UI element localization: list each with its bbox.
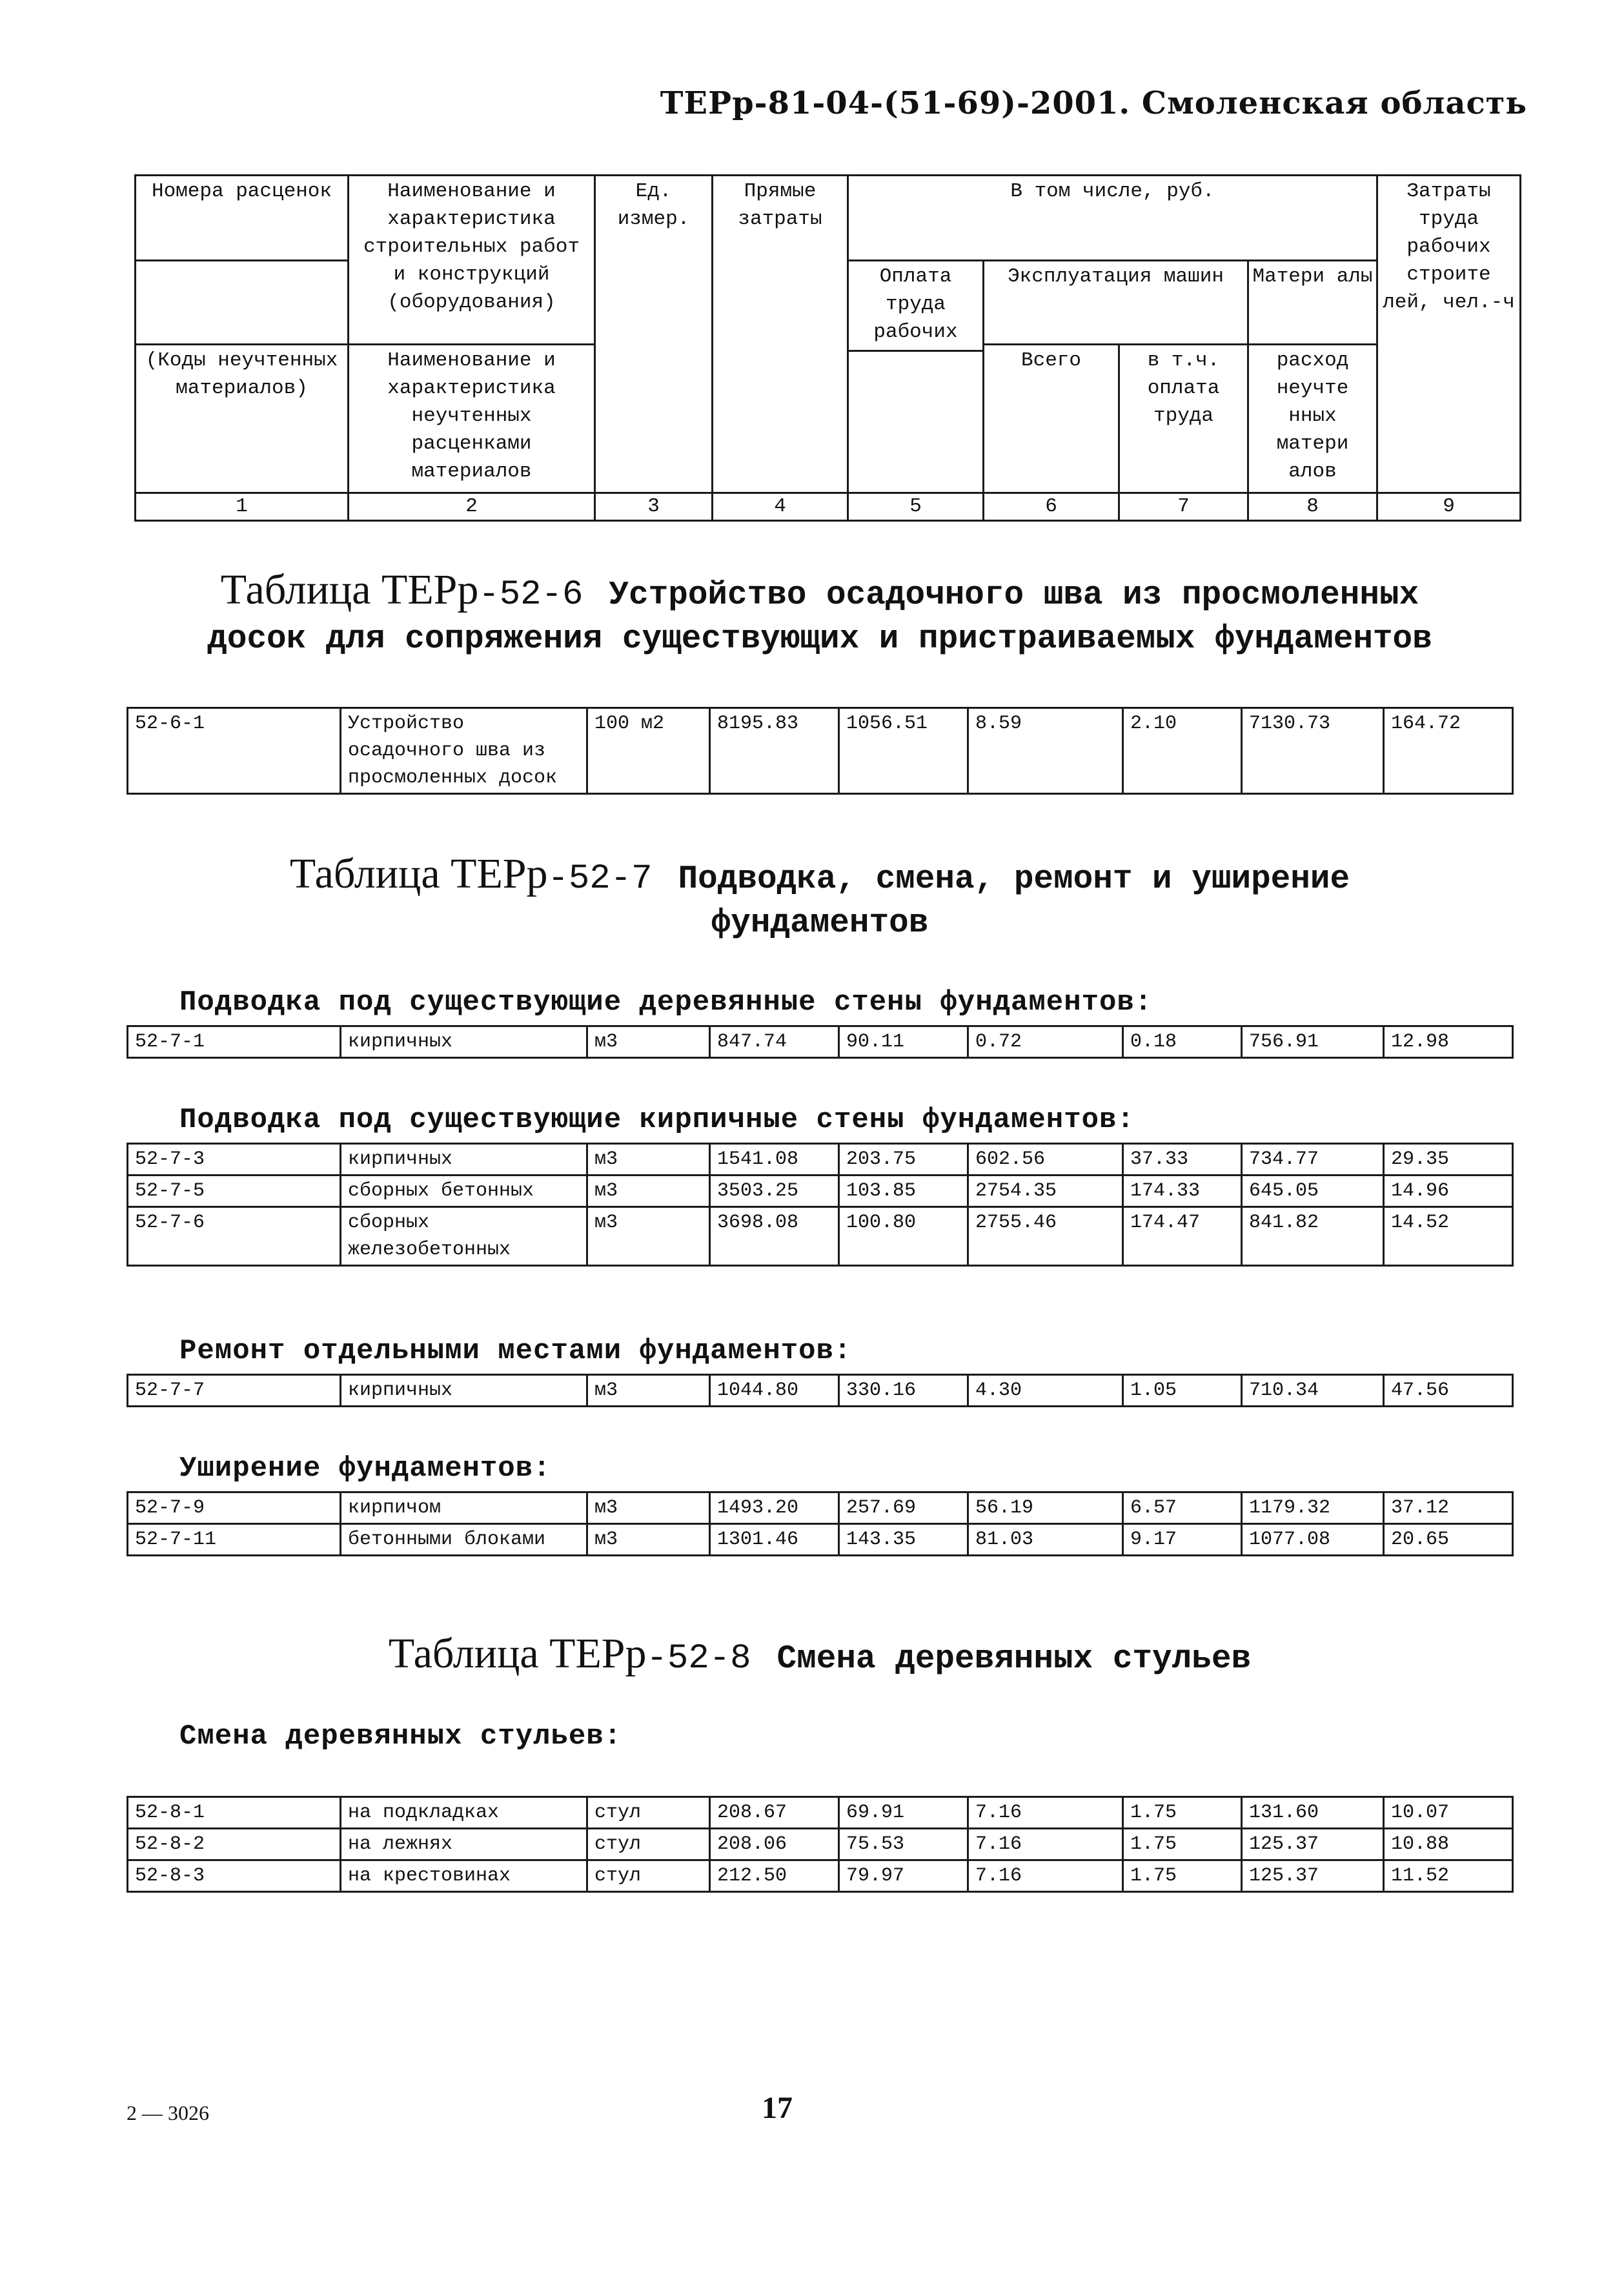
table-52-6-heading: Устройство осадочного шва из просмоленных досок для сопряжения существующих и пристраиваемых фундаментов: [207, 577, 1432, 658]
direct-cost-cell: 1493.20: [710, 1492, 839, 1524]
rate-code-cell: 52-7-3: [128, 1144, 341, 1176]
header-number: 3: [595, 493, 713, 521]
labor-hours-cell: 12.98: [1384, 1026, 1513, 1058]
unit-cell: стул: [587, 1829, 710, 1860]
work-name-cell: кирпичом: [341, 1492, 587, 1524]
labor-pay-cell: 1056.51: [839, 708, 968, 794]
rate-code-cell: 52-7-1: [128, 1026, 341, 1058]
header-col2-bottom: Наименование и характеристика неучтенных расценками материалов: [349, 345, 595, 493]
direct-cost-cell: 212.50: [710, 1860, 839, 1892]
table-row: [128, 1144, 1513, 1176]
table-52-7-heading: Подводка, смена, ремонт и уширение фундаментов: [678, 861, 1350, 942]
machine-total-cell: 2754.35: [968, 1176, 1123, 1207]
direct-cost-cell: 3503.25: [710, 1176, 839, 1207]
materials-cell: 734.77: [1242, 1144, 1384, 1176]
header-col1-top: Номера расценок: [136, 176, 349, 261]
table-row: [128, 1524, 1513, 1556]
labor-hours-cell: 20.65: [1384, 1524, 1513, 1556]
page-number: 17: [762, 2091, 793, 2125]
materials-cell: 131.60: [1242, 1797, 1384, 1829]
header-col8-bottom: расход неучте нных матери алов: [1248, 345, 1377, 493]
labor-hours-cell: 10.07: [1384, 1797, 1513, 1829]
rate-code-cell: 52-8-1: [128, 1797, 341, 1829]
unit-cell: стул: [587, 1860, 710, 1892]
machine-labor-cell: 9.17: [1123, 1524, 1242, 1556]
machine-total-cell: 2755.46: [968, 1207, 1123, 1266]
machine-total-cell: 8.59: [968, 708, 1123, 794]
table-52-6-title: [194, 568, 1446, 662]
table-52-7-title: [194, 852, 1446, 946]
machine-total-cell: 81.03: [968, 1524, 1123, 1556]
materials-cell: 645.05: [1242, 1176, 1384, 1207]
labor-pay-cell: 69.91: [839, 1797, 968, 1829]
rate-code-cell: 52-8-2: [128, 1829, 341, 1860]
machine-labor-cell: 6.57: [1123, 1492, 1242, 1524]
header-col1-spacer: [136, 261, 349, 345]
labor-hours-cell: 10.88: [1384, 1829, 1513, 1860]
labor-pay-cell: 90.11: [839, 1026, 968, 1058]
header-col8-top: Матери алы: [1248, 261, 1377, 345]
labor-hours-cell: 11.52: [1384, 1860, 1513, 1892]
materials-cell: 7130.73: [1242, 708, 1384, 794]
table-52-8-code: -52-8: [646, 1639, 751, 1678]
section-heading: Подводка под существующие кирпичные стены фундаментов:: [179, 1104, 1135, 1136]
price-table: [127, 1374, 1514, 1407]
work-name-cell: на лежнях: [341, 1829, 587, 1860]
column-header-table: [134, 174, 1521, 522]
unit-cell: м3: [587, 1524, 710, 1556]
header-number: 8: [1248, 493, 1377, 521]
table-row: [128, 1176, 1513, 1207]
unit-cell: 100 м2: [587, 708, 710, 794]
labor-pay-cell: 103.85: [839, 1176, 968, 1207]
table-52-8-prefix: Таблица ТЕРр: [388, 1630, 647, 1677]
direct-cost-cell: 8195.83: [710, 708, 839, 794]
work-name-cell: на крестовинах: [341, 1860, 587, 1892]
labor-pay-cell: 75.53: [839, 1829, 968, 1860]
work-name-cell: сборных бетонных: [341, 1176, 587, 1207]
header-number: 7: [1119, 493, 1248, 521]
labor-hours-cell: 164.72: [1384, 708, 1513, 794]
machine-total-cell: 4.30: [968, 1375, 1123, 1407]
work-name-cell: на подкладках: [341, 1797, 587, 1829]
labor-pay-cell: 257.69: [839, 1492, 968, 1524]
labor-pay-cell: 330.16: [839, 1375, 968, 1407]
table-row: [128, 1829, 1513, 1860]
labor-pay-cell: 100.80: [839, 1207, 968, 1266]
machine-labor-cell: 2.10: [1123, 708, 1242, 794]
work-name-cell: Устройство осадочного шва из просмоленных досок: [341, 708, 587, 794]
header-col7: в т.ч. оплата труда: [1119, 345, 1248, 493]
table-row: [128, 1860, 1513, 1892]
header-col9: Затраты труда рабочих строите лей, чел.-ч: [1377, 176, 1521, 493]
machine-total-cell: 7.16: [968, 1797, 1123, 1829]
materials-cell: 1077.08: [1242, 1524, 1384, 1556]
header-exploitation: Эксплуатация машин: [984, 261, 1248, 345]
section-heading: Смена деревянных стульев:: [179, 1720, 622, 1753]
rate-code-cell: 52-7-5: [128, 1176, 341, 1207]
machine-total-cell: 7.16: [968, 1860, 1123, 1892]
rate-code-cell: 52-7-11: [128, 1524, 341, 1556]
page-header-title: ТЕРр-81-04-(51-69)-2001. Смоленская область: [660, 85, 1527, 121]
price-table: [127, 1491, 1514, 1556]
machine-total-cell: 56.19: [968, 1492, 1123, 1524]
unit-cell: м3: [587, 1176, 710, 1207]
table-52-7-code: -52-7: [547, 859, 653, 899]
header-col4: Прямые затраты: [713, 176, 848, 493]
labor-hours-cell: 37.12: [1384, 1492, 1513, 1524]
machine-total-cell: 602.56: [968, 1144, 1123, 1176]
work-name-cell: кирпичных: [341, 1026, 587, 1058]
labor-hours-cell: 47.56: [1384, 1375, 1513, 1407]
unit-cell: м3: [587, 1026, 710, 1058]
price-table: [127, 1796, 1514, 1893]
table-52-7-prefix: Таблица ТЕРр: [289, 850, 548, 897]
direct-cost-cell: 1301.46: [710, 1524, 839, 1556]
table-52-8-title: [194, 1632, 1446, 1682]
table-row: [128, 1026, 1513, 1058]
table-52-6-code: -52-6: [478, 575, 584, 615]
work-name-cell: бетонными блоками: [341, 1524, 587, 1556]
header-number: 4: [713, 493, 848, 521]
work-name-cell: кирпичных: [341, 1144, 587, 1176]
unit-cell: м3: [587, 1375, 710, 1407]
materials-cell: 710.34: [1242, 1375, 1384, 1407]
table-row: [128, 1207, 1513, 1266]
price-table: [127, 1143, 1514, 1267]
machine-total-cell: 7.16: [968, 1829, 1123, 1860]
header-col6: Всего: [984, 345, 1119, 493]
price-table: [127, 707, 1514, 795]
section-heading: Уширение фундаментов:: [179, 1452, 551, 1485]
labor-hours-cell: 14.96: [1384, 1176, 1513, 1207]
header-col1-bottom: (Коды неучтенных материалов): [136, 345, 349, 493]
rate-code-cell: 52-8-3: [128, 1860, 341, 1892]
labor-hours-cell: 14.52: [1384, 1207, 1513, 1266]
labor-pay-cell: 203.75: [839, 1144, 968, 1176]
work-name-cell: кирпичных: [341, 1375, 587, 1407]
unit-cell: м3: [587, 1144, 710, 1176]
direct-cost-cell: 208.67: [710, 1797, 839, 1829]
labor-pay-cell: 143.35: [839, 1524, 968, 1556]
direct-cost-cell: 3698.08: [710, 1207, 839, 1266]
table-row: [128, 1797, 1513, 1829]
materials-cell: 756.91: [1242, 1026, 1384, 1058]
rate-code-cell: 52-6-1: [128, 708, 341, 794]
section-heading: Подводка под существующие деревянные стены фундаментов:: [179, 986, 1153, 1019]
labor-pay-cell: 79.97: [839, 1860, 968, 1892]
table-row: [128, 708, 1513, 794]
direct-cost-cell: 1541.08: [710, 1144, 839, 1176]
machine-labor-cell: 0.18: [1123, 1026, 1242, 1058]
header-number: 6: [984, 493, 1119, 521]
unit-cell: стул: [587, 1797, 710, 1829]
rate-code-cell: 52-7-6: [128, 1207, 341, 1266]
materials-cell: 841.82: [1242, 1207, 1384, 1266]
machine-labor-cell: 174.33: [1123, 1176, 1242, 1207]
materials-cell: 125.37: [1242, 1829, 1384, 1860]
machine-total-cell: 0.72: [968, 1026, 1123, 1058]
section-heading: Ремонт отдельными местами фундаментов:: [179, 1335, 852, 1367]
table-row: [128, 1492, 1513, 1524]
direct-cost-cell: 1044.80: [710, 1375, 839, 1407]
footer-code: 2 — 3026: [127, 2101, 209, 2124]
machine-labor-cell: 37.33: [1123, 1144, 1242, 1176]
machine-labor-cell: 1.75: [1123, 1829, 1242, 1860]
rate-code-cell: 52-7-7: [128, 1375, 341, 1407]
price-table: [127, 1025, 1514, 1059]
header-col2-top: Наименование и характеристика строительных работ и конструкций (оборудования): [349, 176, 595, 345]
header-number: 2: [349, 493, 595, 521]
materials-cell: 125.37: [1242, 1860, 1384, 1892]
header-col5: Оплата труда рабочих: [848, 261, 984, 351]
work-name-cell: сборных железобетонных: [341, 1207, 587, 1266]
direct-cost-cell: 847.74: [710, 1026, 839, 1058]
header-number: 9: [1377, 493, 1521, 521]
labor-hours-cell: 29.35: [1384, 1144, 1513, 1176]
table-52-8-heading: Смена деревянных стульев: [776, 1641, 1252, 1678]
unit-cell: м3: [587, 1492, 710, 1524]
header-col3: Ед. измер.: [595, 176, 713, 493]
machine-labor-cell: 1.05: [1123, 1375, 1242, 1407]
header-col5-spacer: [848, 351, 984, 493]
rate-code-cell: 52-7-9: [128, 1492, 341, 1524]
header-number: 5: [848, 493, 984, 521]
table-row: [128, 1375, 1513, 1407]
machine-labor-cell: 174.47: [1123, 1207, 1242, 1266]
table-52-6-prefix: Таблица ТЕРр: [220, 566, 479, 613]
header-incl: В том числе, руб.: [848, 176, 1377, 261]
header-number: 1: [136, 493, 349, 521]
unit-cell: м3: [587, 1207, 710, 1266]
machine-labor-cell: 1.75: [1123, 1860, 1242, 1892]
machine-labor-cell: 1.75: [1123, 1797, 1242, 1829]
direct-cost-cell: 208.06: [710, 1829, 839, 1860]
materials-cell: 1179.32: [1242, 1492, 1384, 1524]
